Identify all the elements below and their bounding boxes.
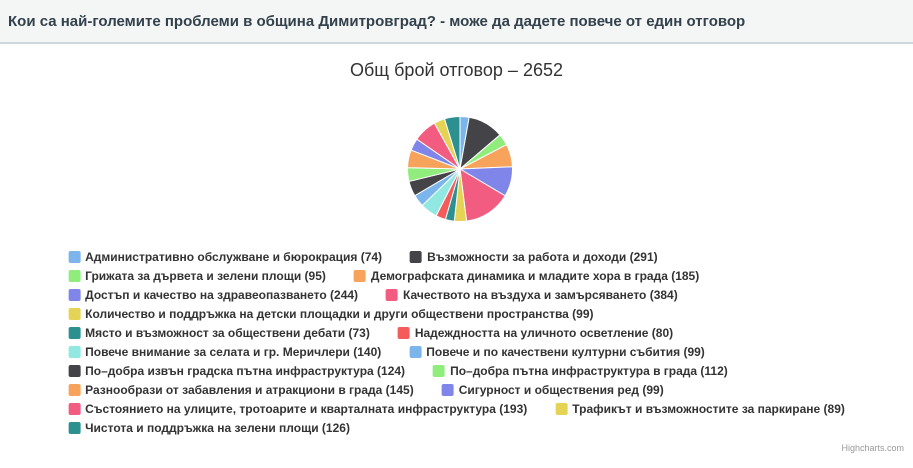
legend-row — [68, 364, 845, 378]
legend-item-label: Повече и по качествени културни събития (99) — [426, 345, 705, 359]
legend-item-label: Възможности за работа и доходи (291) — [427, 250, 658, 264]
legend-item-label: Достъп и качество на здравеопазването (244) — [85, 288, 359, 302]
legend-item-label: Състоянието на улиците, тротоарите и кварталната инфраструктура (193) — [85, 402, 528, 416]
legend-item[interactable] — [398, 326, 673, 340]
legend-item-label: Сигурност и обществения ред (99) — [458, 383, 664, 397]
legend — [68, 250, 845, 440]
highcharts-credit-link[interactable]: Highcharts.com — [841, 443, 904, 453]
legend-item-label: Количество и поддръжка на детски площадки и други обществени пространства (99) — [85, 307, 594, 321]
legend-swatch-icon — [555, 403, 567, 415]
legend-swatch-icon — [68, 251, 80, 263]
pie-chart-container — [0, 44, 913, 466]
legend-item[interactable] — [442, 383, 664, 397]
legend-item[interactable] — [68, 421, 350, 435]
legend-item-label: Качеството на въздуха и замърсяването (384) — [403, 288, 678, 302]
legend-item[interactable] — [433, 364, 728, 378]
legend-row — [68, 383, 845, 397]
legend-item-label: Демографската динамика и младите хора в града (185) — [370, 269, 700, 283]
legend-swatch-icon — [68, 365, 80, 377]
legend-swatch-icon — [398, 327, 410, 339]
legend-item[interactable] — [410, 250, 658, 264]
legend-item[interactable] — [68, 307, 593, 321]
legend-item[interactable] — [68, 288, 358, 302]
legend-item[interactable] — [354, 269, 699, 283]
legend-swatch-icon — [68, 270, 80, 282]
header-question-title: Кои са най-големите проблеми в община Димитровград? - може да дадете повече от един отговор — [8, 12, 746, 30]
legend-item-label: Място и възможност за обществени дебати (73) — [85, 326, 370, 340]
legend-item[interactable] — [555, 402, 845, 416]
legend-item[interactable] — [68, 326, 370, 340]
legend-swatch-icon — [68, 289, 80, 301]
legend-swatch-icon — [68, 327, 80, 339]
legend-item[interactable] — [68, 402, 527, 416]
legend-row — [68, 269, 845, 283]
legend-swatch-icon — [442, 384, 454, 396]
legend-swatch-icon — [68, 422, 80, 434]
legend-row — [68, 307, 845, 321]
legend-item-label: По–добра извън градска пътна инфраструктура (124) — [85, 364, 406, 378]
legend-swatch-icon — [68, 346, 80, 358]
legend-item-label: Разнообрази от забавления и атракциони в града (145) — [85, 383, 414, 397]
legend-swatch-icon — [68, 308, 80, 320]
legend-item-label: Надеждността на уличното осветление (80) — [414, 326, 674, 340]
legend-item[interactable] — [68, 364, 405, 378]
legend-swatch-icon — [433, 365, 445, 377]
legend-item[interactable] — [68, 250, 382, 264]
legend-row — [68, 345, 845, 359]
legend-item[interactable] — [68, 269, 326, 283]
chart-title: Общ брой отговор – 2652 — [350, 60, 563, 80]
legend-item[interactable] — [409, 345, 705, 359]
legend-row — [68, 326, 845, 340]
legend-swatch-icon — [354, 270, 366, 282]
legend-row — [68, 421, 845, 435]
legend-swatch-icon — [410, 251, 422, 263]
legend-item-label: Чистота и поддръжка на зелени площи (126) — [85, 421, 350, 435]
legend-row — [68, 402, 845, 416]
legend-swatch-icon — [68, 384, 80, 396]
legend-item-label: Повече внимание за селата и гр. Меричлери (140) — [85, 345, 382, 359]
legend-item-label: Грижата за дървета и зелени площи (95) — [85, 269, 326, 283]
legend-row — [68, 250, 845, 264]
header-bar — [0, 0, 913, 44]
legend-swatch-icon — [386, 289, 398, 301]
legend-item[interactable] — [386, 288, 678, 302]
legend-item-label: По–добра пътна инфраструктура в града (112) — [450, 364, 728, 378]
legend-swatch-icon — [409, 346, 421, 358]
legend-item-label: Административно обслужване и бюрокрация (74) — [85, 250, 383, 264]
pie-chart — [403, 112, 517, 226]
legend-row — [68, 288, 845, 302]
legend-item[interactable] — [68, 345, 381, 359]
legend-item[interactable] — [68, 383, 414, 397]
legend-swatch-icon — [68, 403, 80, 415]
legend-item-label: Трафикът и възможностите за паркиране (89) — [572, 402, 845, 416]
